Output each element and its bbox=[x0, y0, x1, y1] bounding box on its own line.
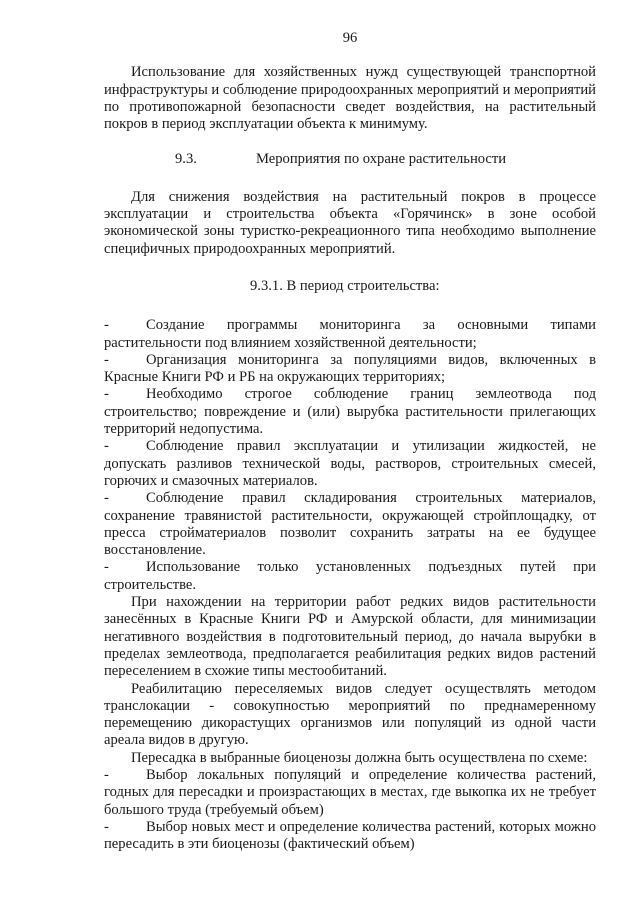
construction-measures-list bbox=[104, 317, 596, 594]
list-dash: - bbox=[104, 766, 109, 783]
list-dash: - bbox=[104, 351, 109, 368]
list-dash: - bbox=[104, 438, 109, 455]
section-heading bbox=[104, 151, 596, 168]
list-dash: - bbox=[104, 818, 109, 835]
scheme-list bbox=[104, 767, 596, 853]
list-item: - Выбор новых мест и определение количества растений, которых можно пересадить в эти биоценозы (фактический объем) bbox=[104, 818, 596, 853]
section-title: Мероприятия по охране растительности bbox=[256, 151, 507, 168]
rare-species-paragraph: При нахождении на территории работ редких видов растительности занесённых в Красные Книги РФ и Амурской области, для минимизации негативного воздействия в подготовительный период, до начала вырубки в пределах землеотвода, предполагается реабилитация редких видов растений переселением в схожие типы местообитаний. bbox=[104, 594, 596, 680]
list-dash: - bbox=[104, 490, 109, 507]
section-number: 9.3. bbox=[175, 151, 197, 168]
list-item: - Выбор локальных популяций и определение количества растений, годных для пересадки и произрастающих в местах, где выкопка их не требует большого труда (требуемый объем) bbox=[104, 766, 596, 818]
list-dash: - bbox=[104, 386, 109, 403]
intro-paragraph: Использование для хозяйственных нужд существующей транспортной инфраструктуры и соблюдение природоохранных мероприятий и мероприятий по противопожарной безопасности сведет воздействия, на растительный покров в период эксплуатации объекта к минимуму. bbox=[104, 64, 596, 133]
list-item: - Соблюдение правил эксплуатации и утилизации жидкостей, не допускать разливов технической воды, растворов, строительных смесей, горючих и смазочных материалов. bbox=[104, 438, 596, 489]
page-number: 96 bbox=[342, 30, 358, 46]
list-item: - Использование только установленных подъездных путей при строительстве. bbox=[104, 559, 596, 593]
list-dash: - bbox=[104, 559, 109, 576]
list-dash: - bbox=[104, 317, 109, 334]
list-item: - Создание программы мониторинга за основными типами растительности под влиянием хозяйственной деятельности; bbox=[104, 317, 596, 351]
document-page bbox=[104, 30, 596, 853]
section-paragraph: Для снижения воздействия на растительный покров в процессе эксплуатации и строительства объекта «Горячинск» в зоне особой экономической зоны туристко-рекреационного типа необходимо выполнение специфичных природоохранных мероприятий. bbox=[104, 188, 596, 257]
list-item: - Организация мониторинга за популяциями видов, включенных в Красные Книги РФ и РБ на окружающих территориях; bbox=[104, 351, 596, 386]
translocation-paragraph: Реабилитацию переселяемых видов следует осуществлять методом транслокации - совокупностью мероприятий по преднамеренному перемещению дикорастущих организмов или популяций из одной части ареала видов в другую. bbox=[104, 680, 596, 749]
list-item: - Соблюдение правил складирования строительных материалов, сохранение травянистой растительности, окружающей стройплощадку, от пресса стройматериалов позволит сохранить затраты на ее будущее восстановление. bbox=[104, 490, 596, 559]
list-item: - Необходимо строгое соблюдение границ землеотвода под строительство; повреждение и (или) вырубка растительности прилегающих территорий недопустима. bbox=[104, 386, 596, 438]
subsection-heading: 9.3.1. В период строительства: bbox=[250, 277, 440, 294]
scheme-paragraph: Пересадка в выбранные биоценозы должна быть осуществлена по схеме: bbox=[131, 749, 588, 766]
